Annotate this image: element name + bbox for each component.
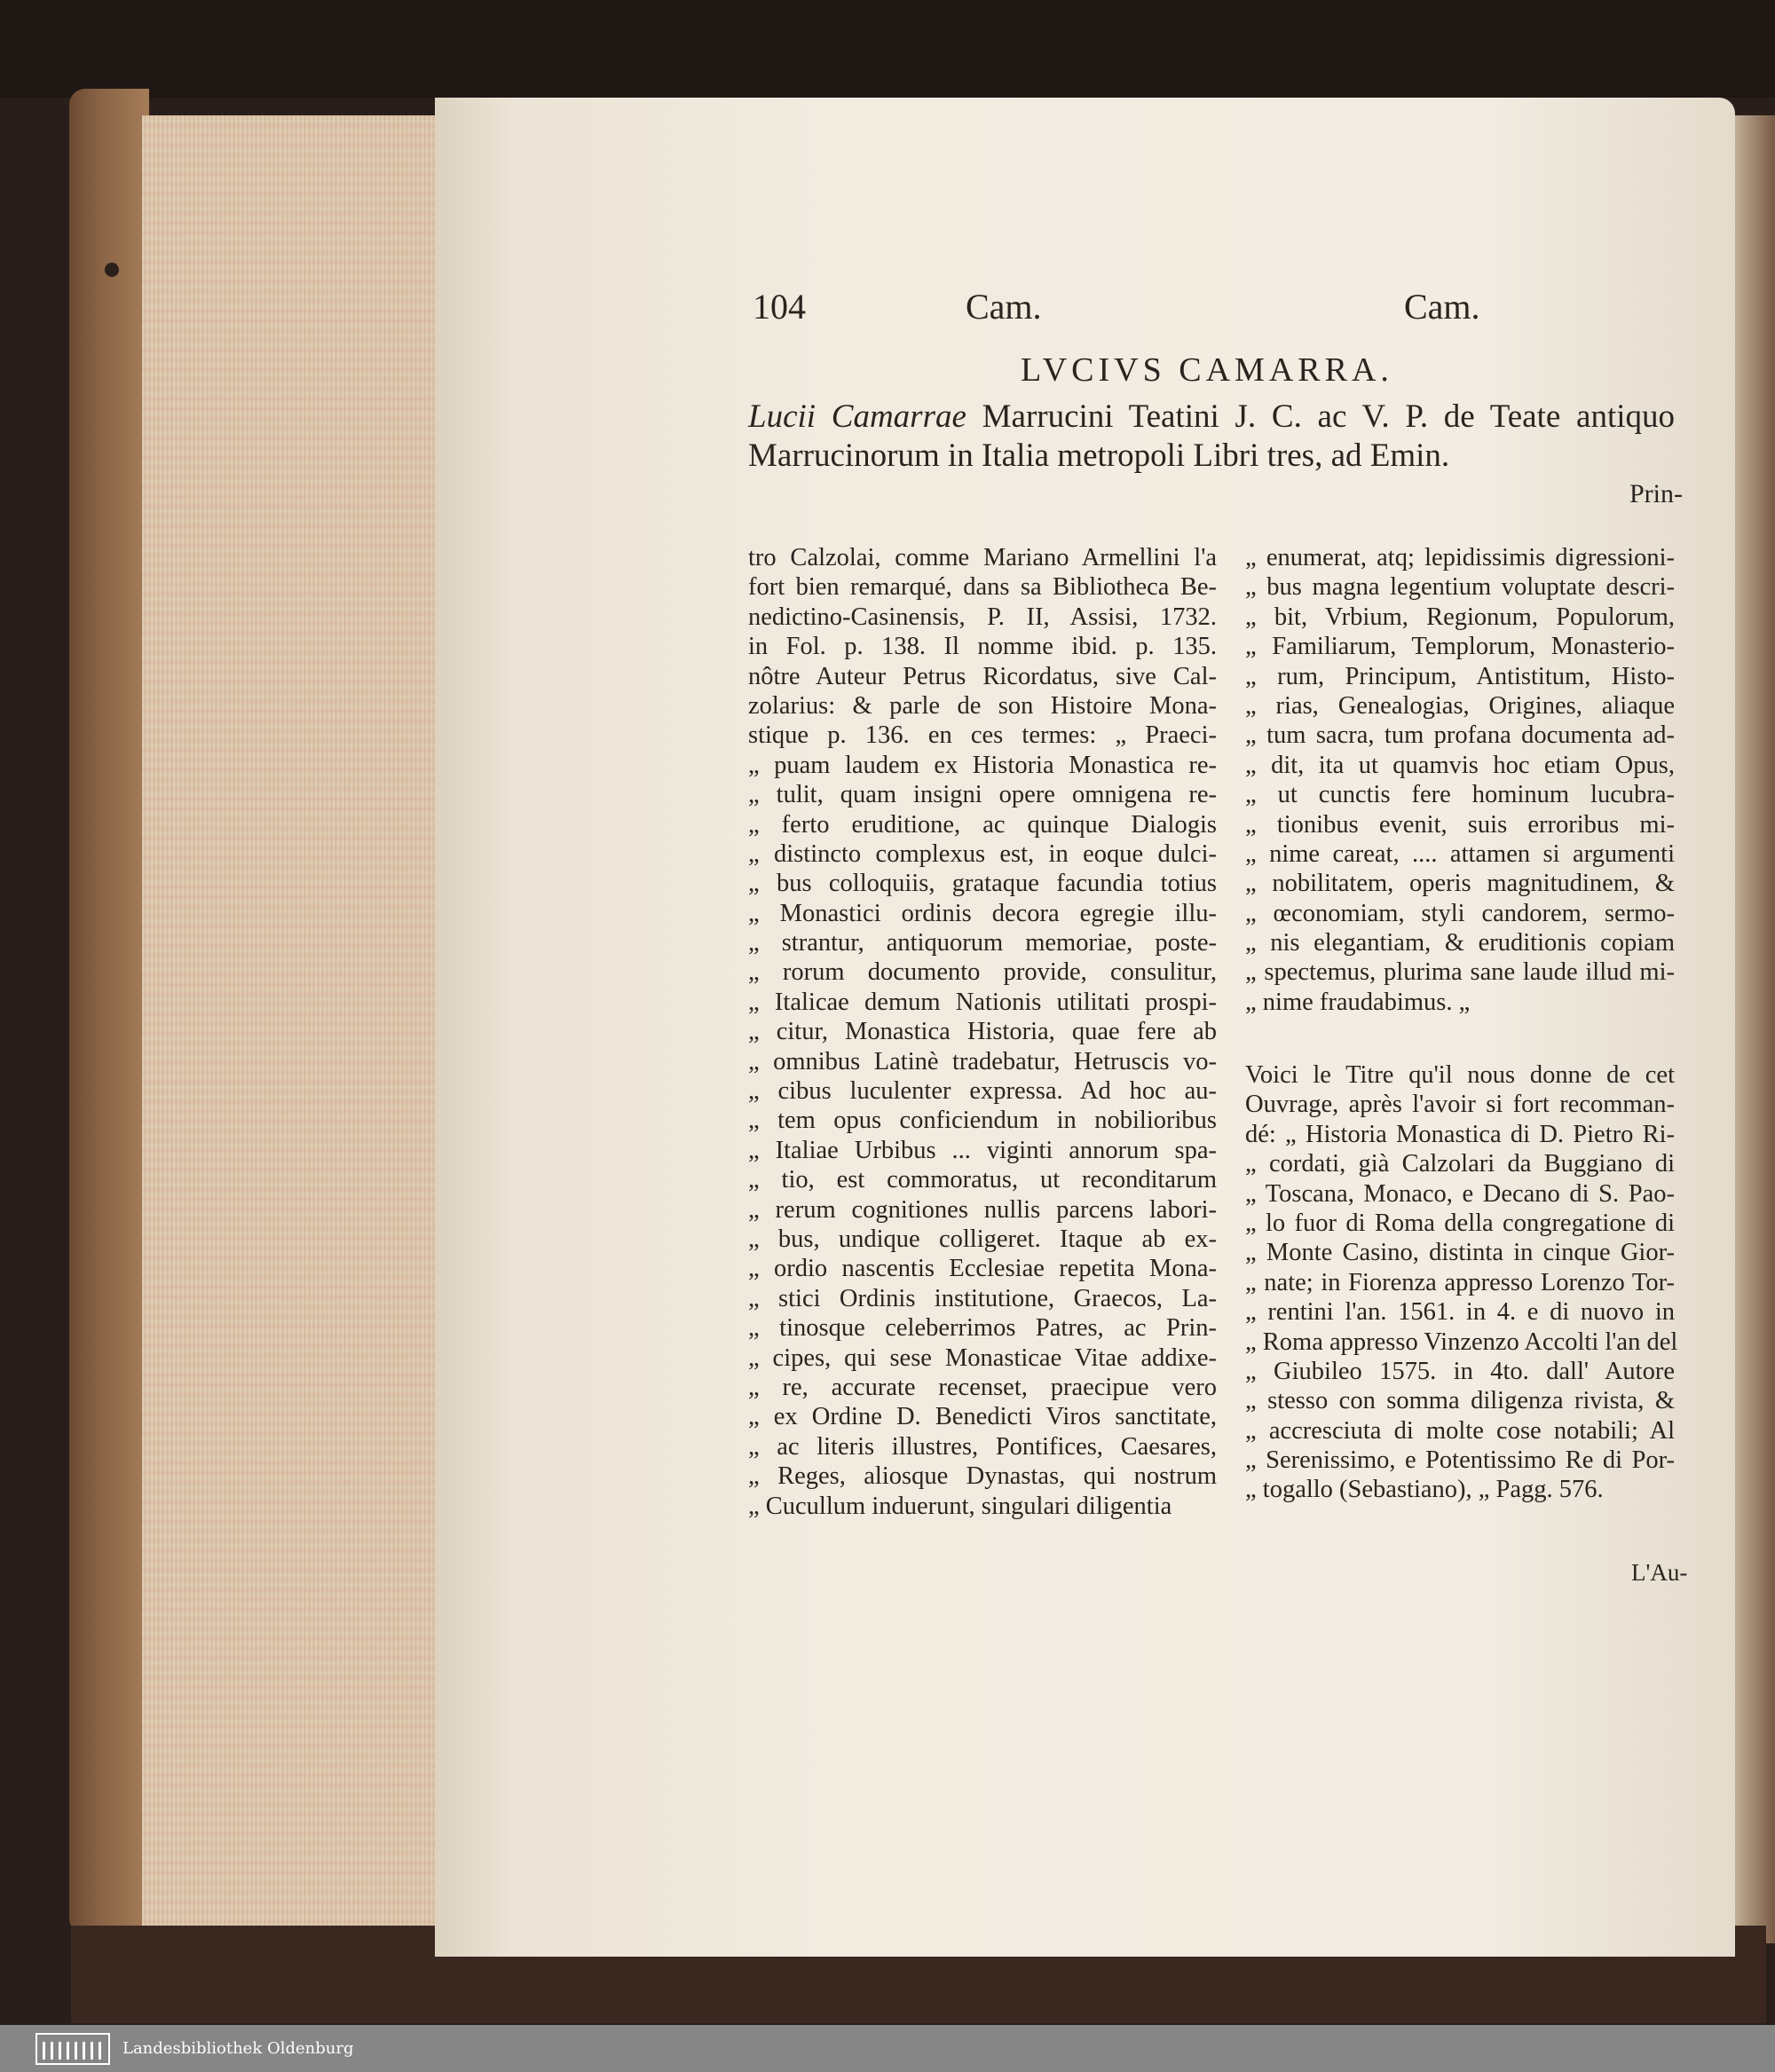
intro-continuation: Prin- (1629, 479, 1683, 508)
text-line: nedictino-Casinensis, P. II, Assisi, 1732. (748, 603, 1217, 631)
text-line: stique p. 136. en ces termes: „ Praeci- (748, 721, 1217, 750)
text-line: „ ut cunctis fere hominum lucubra- (1245, 781, 1675, 809)
page-number: 104 (753, 287, 806, 327)
text-line: „ cipes, qui sese Monasticae Vitae addixe- (748, 1343, 1217, 1372)
library-name: Landesbibliothek Oldenburg (122, 2039, 354, 2058)
text-line: „ rentini l'an. 1561. in 4. e di nuovo in (1245, 1298, 1675, 1327)
text-line: „ rorum documento provide, consulitur, (748, 958, 1217, 987)
text-line: „ ferto eruditione, ac quinque Dialogis (748, 810, 1217, 839)
text-line: nôtre Auteur Petrus Ricordatus, sive Cal- (748, 662, 1217, 690)
intro-text: Marrucini Teatini J. C. ac V. P. de Teate antiquo Marrucinorum in Italia metropoli Libri tres, ad Emin. (748, 398, 1676, 474)
text-line: „ tionibus evenit, suis erroribus mi- (1245, 810, 1675, 839)
text-line: „ accresciuta di molte cose notabili; Al (1245, 1416, 1675, 1445)
text-line: „ spectemus, plurima sane laude illud mi- (1245, 958, 1675, 987)
catchword: L'Au- (1631, 1559, 1688, 1586)
library-building-icon (36, 2033, 110, 2065)
text-line: „ rias, Genealogias, Origines, aliaque (1245, 691, 1675, 720)
text-line: „ Serenissimo, e Potentissimo Re di Por- (1245, 1446, 1675, 1475)
text-line: „ bus colloquiis, grataque facundia totius (748, 870, 1217, 898)
text-line: „ tem opus conficiendum in nobilioribus (748, 1107, 1217, 1135)
text-line: „ Italiae Urbibus ... viginti annorum spa- (748, 1136, 1217, 1164)
footer-bar (0, 2025, 1775, 2072)
text-line: „ enumerat, atq; lepidissimis digressioni- (1245, 544, 1675, 571)
text-line: „ nate; in Fiorenza appresso Lorenzo Tor- (1245, 1268, 1675, 1296)
text-line: „ bus magna legentium voluptate descri- (1245, 573, 1675, 602)
text-line: „ œconomiam, styli candorem, sermo- (1245, 899, 1675, 927)
scan-background (0, 0, 1775, 98)
text-line: „ citur, Monastica Historia, quae fere ab (748, 1018, 1217, 1046)
text-line: „ bus, undique colligeret. Itaque ab ex- (748, 1225, 1217, 1253)
text-line: „ strantur, antiquorum memoriae, poste- (748, 929, 1217, 957)
text-line: „ Italicae demum Nationis utilitati prospi- (748, 988, 1217, 1016)
text-line: „ tinosque celeberrimos Patres, ac Prin- (748, 1314, 1217, 1343)
text-line: „ stesso con somma diligenza rivista, & (1245, 1387, 1675, 1415)
text-line: dé: „ Historia Monastica di D. Pietro Ri- (1245, 1120, 1675, 1148)
text-line: „ ordio nascentis Ecclesiae repetita Mona- (748, 1255, 1217, 1283)
text-line: „ cordati, già Calzolari da Buggiano di (1245, 1150, 1675, 1178)
text-line: „ cibus luculenter expressa. Ad hoc au- (748, 1077, 1217, 1106)
right-text-column-title-paragraph (1245, 1060, 1678, 1505)
text-line: „ Toscana, Monaco, e Decano di S. Pao- (1245, 1179, 1675, 1208)
text-line: „ ac literis illustres, Pontifices, Caesares, (748, 1432, 1217, 1461)
text-line: fort bien remarqué, dans sa Bibliotheca Be- (748, 573, 1217, 602)
text-line: Ouvrage, après l'avoir si fort recomman- (1245, 1091, 1675, 1119)
text-line: in Fol. p. 138. Il nomme ibid. p. 135. (748, 633, 1217, 661)
text-line: „ rum, Principum, Antistitum, Histo- (1245, 662, 1675, 690)
text-line: „ Roma appresso Vinzenzo Accolti l'an del (1245, 1327, 1678, 1356)
book-cover-left (69, 89, 149, 1934)
text-line: Voici le Titre qu'il nous donne de cet (1245, 1061, 1675, 1089)
text-line: „ rerum cognitiones nullis parcens labori- (748, 1195, 1217, 1224)
page-block-edge (142, 115, 435, 1926)
text-line: „ Reges, aliosque Dynastas, qui nostrum (748, 1462, 1217, 1491)
running-head-right: Cam. (1404, 287, 1480, 327)
right-text-column (1245, 543, 1675, 1017)
text-line: „ bit, Vrbium, Regionum, Populorum, (1245, 603, 1675, 631)
text-line: „ re, accurate recenset, praecipue vero (748, 1373, 1217, 1401)
running-head-left: Cam. (966, 287, 1042, 327)
text-line: „ nobilitatem, operis magnitudinem, & (1245, 870, 1675, 898)
binding-hole (105, 263, 119, 277)
intro-paragraph (748, 398, 1675, 476)
text-line: „ Monte Casino, distinta in cinque Gior- (1245, 1239, 1675, 1267)
author-heading: LVCIVS CAMARRA. (1021, 351, 1393, 389)
text-line: „ Giubileo 1575. in 4to. dall' Autore (1245, 1357, 1675, 1385)
intro-author-name: Lucii Camarrae (748, 398, 966, 435)
text-line: „ tulit, quam insigni opere omnigena re- (748, 781, 1217, 809)
book-cover-right (1731, 115, 1775, 1943)
text-line: „ Monastici ordinis decora egregie illu- (748, 899, 1217, 927)
text-line: „ togallo (Sebastiano), „ Pagg. 576. (1245, 1476, 1604, 1504)
text-line: „ omnibus Latinè tradebatur, Hetruscis vo- (748, 1047, 1217, 1075)
text-line: „ lo fuor di Roma della congregatione di (1245, 1209, 1675, 1237)
text-line: „ dit, ita ut quamvis hoc etiam Opus, (1245, 751, 1675, 779)
text-line: „ nis elegantiam, & eruditionis copiam (1245, 929, 1675, 957)
text-line: „ nime fraudabimus. „ (1245, 988, 1471, 1016)
text-line: „ stici Ordinis institutione, Graecos, La- (748, 1284, 1217, 1312)
text-line: „ puam laudem ex Historia Monastica re- (748, 751, 1217, 779)
text-line: „ distincto complexus est, in eoque dulci- (748, 839, 1217, 868)
text-line: „ tum sacra, tum profana documenta ad- (1245, 721, 1675, 750)
text-line: „ nime careat, .... attamen si argumenti (1245, 839, 1675, 868)
left-text-column (748, 543, 1217, 1521)
text-line: „ Familiarum, Templorum, Monasterio- (1245, 633, 1675, 661)
text-line: zolarius: & parle de son Histoire Mona- (748, 691, 1217, 720)
text-line: „ Cucullum induerunt, singulari diligentia (748, 1492, 1172, 1520)
text-line: tro Calzolai, comme Mariano Armellini l'a (748, 544, 1217, 571)
text-line: „ tio, est commoratus, ut reconditarum (748, 1166, 1217, 1194)
text-line: „ ex Ordine D. Benedicti Viros sanctitate, (748, 1403, 1217, 1431)
